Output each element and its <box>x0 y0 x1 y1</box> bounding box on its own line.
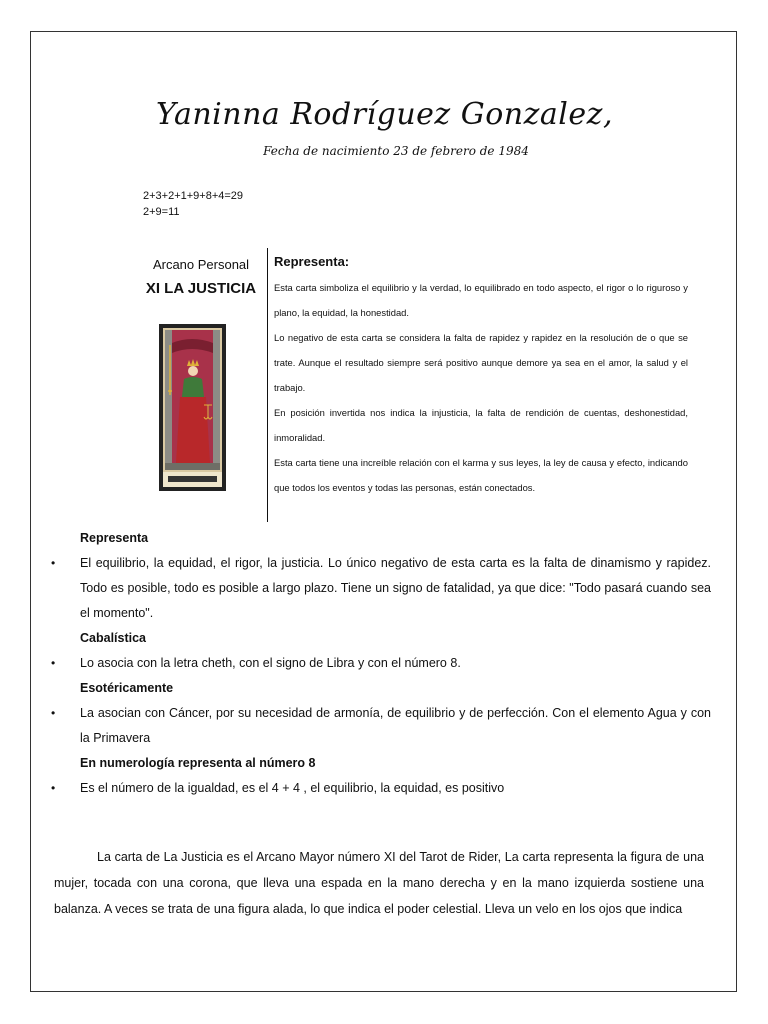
meaning-sections <box>51 526 711 801</box>
bullet-item <box>51 651 711 676</box>
representa-paragraph: Lo negativo de esta carta se considera la falta de rapidez y rapidez en la resolución de o que se trate. Aunque el resultado siempre será positivo aunque demore ya sea en el amor, la salud y el trabajo. <box>274 332 688 393</box>
section-heading: Esotéricamente <box>80 681 174 695</box>
card-face <box>188 366 198 376</box>
bullet-dot: • <box>51 706 56 720</box>
bullet-text: Es el número de la igualdad, es el 4 + 4 , el equilibrio, la equidad, es positivo <box>80 781 505 795</box>
bullet-dot: • <box>51 656 56 670</box>
justice-tarot-card-image <box>159 324 226 491</box>
bullet-text: La asocian con Cáncer, por su necesidad de armonía, de equilibrio y de perfección. Con el elemento Agua y con la Primavera <box>80 706 711 745</box>
arcano-label: Arcano Personal <box>152 257 250 272</box>
representa-paragraph: Esta carta simboliza el equilibrio y la verdad, lo equilibrado en todo aspecto, el rigor o lo riguroso y plano, la equidad, la honestidad. <box>274 282 688 318</box>
card-left-pillar <box>165 330 172 470</box>
section-heading: Cabalística <box>80 631 147 645</box>
arcano-name: XI LA JUSTICIA <box>145 280 257 297</box>
representa-paragraph: Esta carta tiene una increíble relación con el karma y sus leyes, la ley de causa y efecto, indicando que todos los eventos y todas las personas, están conectados. <box>274 457 688 493</box>
justice-card-illustration <box>160 325 225 490</box>
card-right-pillar <box>213 330 220 470</box>
document-page <box>30 31 737 992</box>
person-name-title: Yaninna Rodríguez Gonzalez, <box>156 97 613 132</box>
birth-date-line: Fecha de nacimiento 23 de febrero de 1984 <box>263 144 529 158</box>
representa-paragraph: En posición invertida nos indica la injusticia, la falta de rendición de cuentas, deshonestidad, inmoralidad. <box>274 407 688 443</box>
section-heading: En numerología representa al número 8 <box>80 756 316 770</box>
closing-paragraph: La carta de La Justicia es el Arcano Mayor número XI del Tarot de Rider, La carta representa la figura de una mujer, tocada con una corona, que lleva una espada en la mano derecha y en la mano izquierda sostiene una balanza. A veces se trata de una figura alada, lo que indica el poder celestial. Lleva un velo en los ojos que indica <box>54 850 704 916</box>
numerology-sum-line: 2+3+2+1+9+8+4=29 <box>143 190 244 202</box>
bullet-text: Lo asocia con la letra cheth, con el signo de Libra y con el número 8. <box>80 656 461 670</box>
bullet-dot: • <box>51 781 56 795</box>
bullet-text: El equilibrio, la equidad, el rigor, la justicia. Lo único negativo de esta carta es la falta de dinamismo y rapidez. Todo es posible, todo es posible a largo plazo. Tiene un signo de fatalidad, ya que dice: "Todo pasará cuando sea el momento". <box>80 556 711 620</box>
representa-heading: Representa: <box>274 254 350 269</box>
bullet-item <box>51 776 711 801</box>
bullet-dot: • <box>51 556 56 570</box>
column-divider <box>267 248 268 522</box>
bullet-item <box>51 551 711 626</box>
representa-block <box>274 254 688 500</box>
numerology-reduction-line: 2+9=11 <box>143 206 180 218</box>
card-robe <box>176 397 210 463</box>
numerology-calculation <box>143 188 243 220</box>
bullet-item <box>51 701 711 751</box>
section-heading: Representa <box>80 531 149 545</box>
